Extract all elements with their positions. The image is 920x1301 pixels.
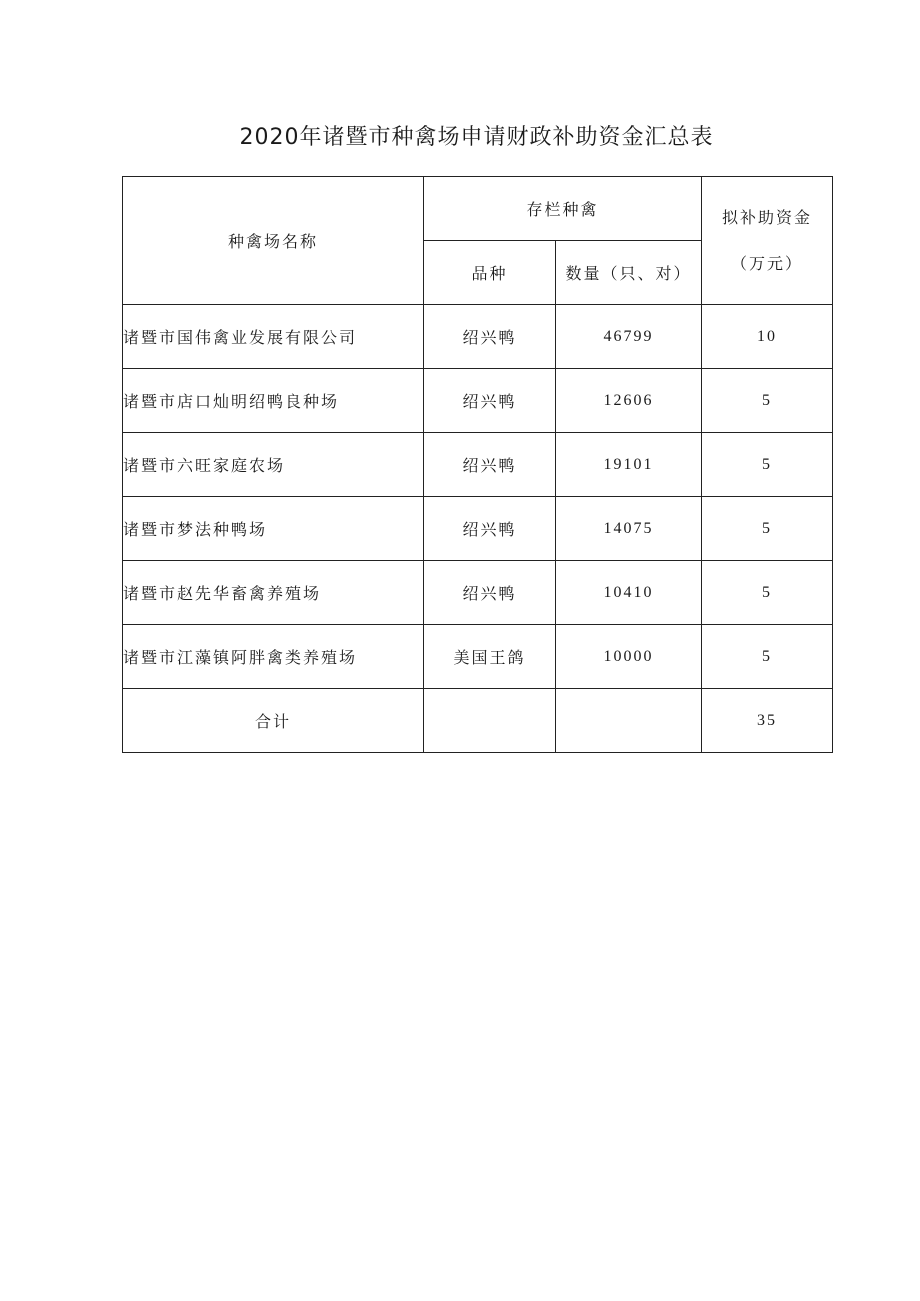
header-quantity: 数量（只、对）: [556, 241, 702, 305]
header-row-1: [123, 177, 833, 241]
breed-cell: 绍兴鸭: [424, 305, 556, 369]
quantity-cell: 10000: [556, 625, 702, 689]
header-stock-group: 存栏种禽: [424, 177, 702, 241]
farm-name-cell: 诸暨市店口灿明绍鸭良种场: [123, 369, 424, 433]
quantity-cell: 10410: [556, 561, 702, 625]
table-row: [123, 561, 833, 625]
total-label: 合计: [123, 689, 424, 753]
quantity-cell: 12606: [556, 369, 702, 433]
header-subsidy-line1: 拟补助资金: [722, 207, 813, 227]
table-row: [123, 497, 833, 561]
header-subsidy-line2: （万元）: [731, 253, 804, 273]
table-row: [123, 305, 833, 369]
farm-name-cell: 诸暨市六旺家庭农场: [123, 433, 424, 497]
total-breed-cell: [424, 689, 556, 753]
farm-name-cell: 诸暨市国伟禽业发展有限公司: [123, 305, 424, 369]
subsidy-cell: 5: [702, 625, 833, 689]
subsidy-cell: 5: [702, 561, 833, 625]
header-farm-name: 种禽场名称: [123, 177, 424, 305]
total-row: [123, 689, 833, 753]
table-row: [123, 433, 833, 497]
breed-cell: 绍兴鸭: [424, 561, 556, 625]
breed-cell: 绍兴鸭: [424, 497, 556, 561]
breed-cell: 绍兴鸭: [424, 433, 556, 497]
total-subsidy-cell: 35: [702, 689, 833, 753]
table-row: [123, 369, 833, 433]
farm-name-cell: 诸暨市江藻镇阿胖禽类养殖场: [123, 625, 424, 689]
quantity-cell: 14075: [556, 497, 702, 561]
subsidy-cell: 5: [702, 433, 833, 497]
quantity-cell: 19101: [556, 433, 702, 497]
subsidy-summary-table: [122, 176, 833, 753]
page-title: 2020年诸暨市种禽场申请财政补助资金汇总表: [239, 125, 714, 150]
total-quantity-cell: [556, 689, 702, 753]
header-breed: 品种: [424, 241, 556, 305]
header-subsidy: [702, 177, 833, 305]
quantity-cell: 46799: [556, 305, 702, 369]
farm-name-cell: 诸暨市赵先华畜禽养殖场: [123, 561, 424, 625]
farm-name-cell: 诸暨市梦法种鸭场: [123, 497, 424, 561]
subsidy-cell: 10: [702, 305, 833, 369]
subsidy-cell: 5: [702, 369, 833, 433]
subsidy-cell: 5: [702, 497, 833, 561]
breed-cell: 美国王鸽: [424, 625, 556, 689]
breed-cell: 绍兴鸭: [424, 369, 556, 433]
table-row: [123, 625, 833, 689]
